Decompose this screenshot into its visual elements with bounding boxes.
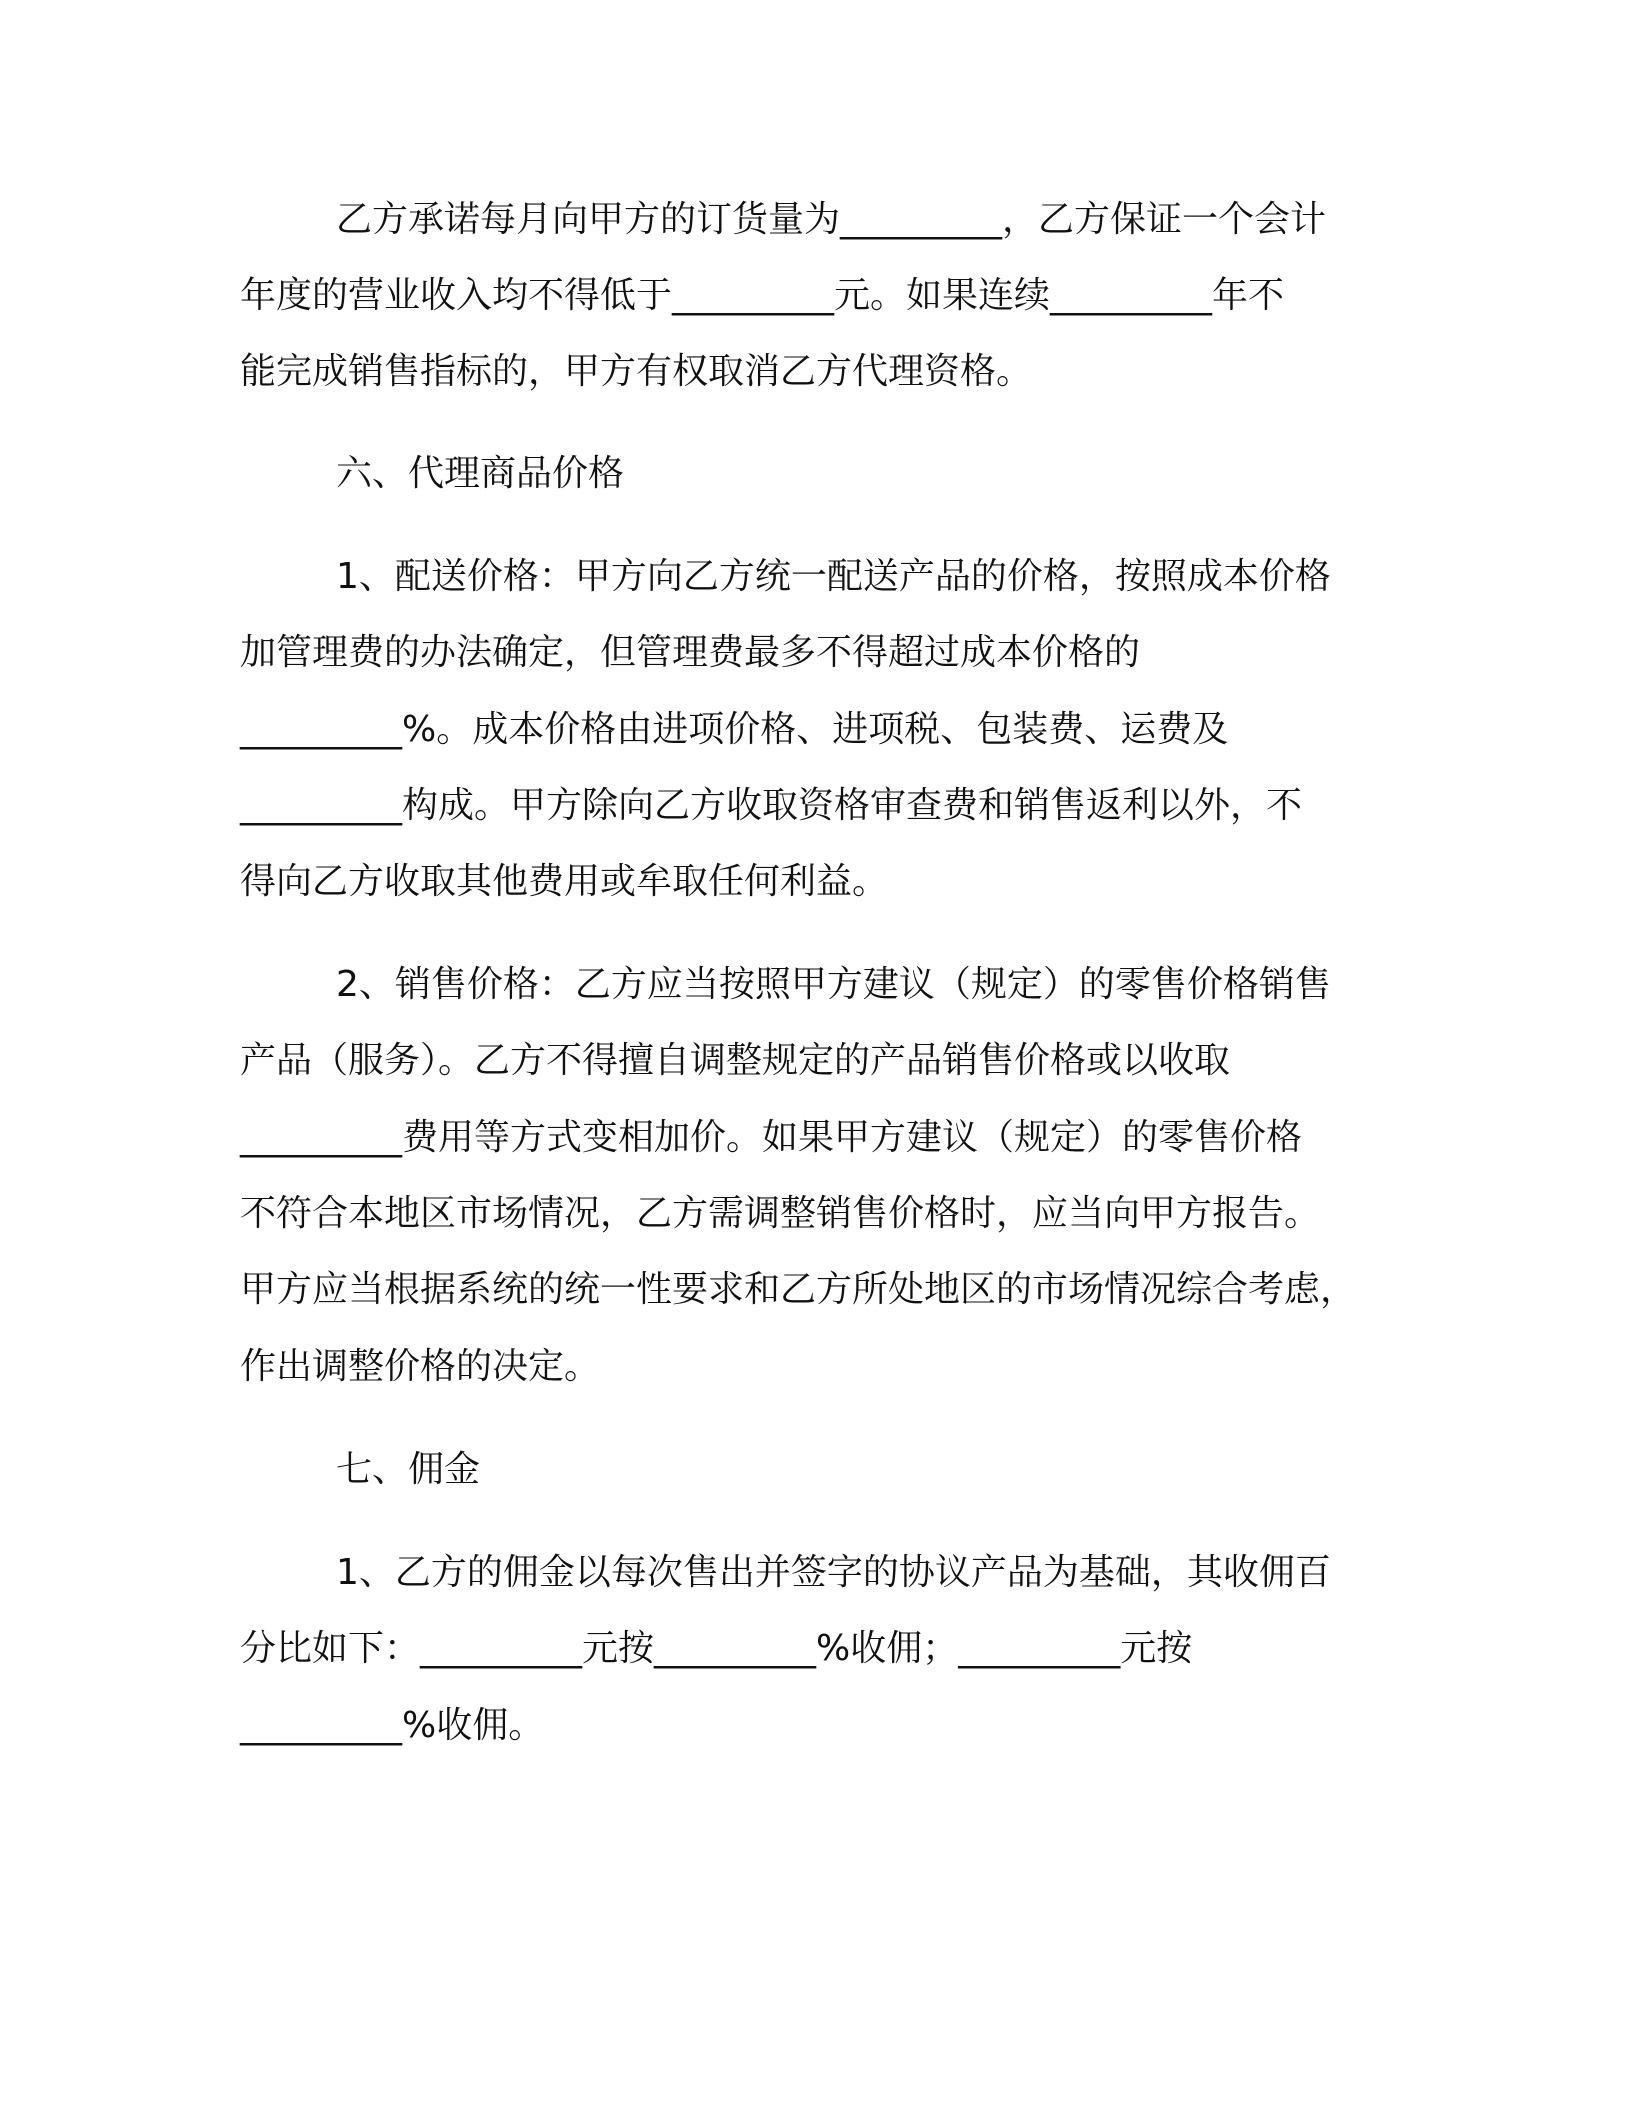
- paragraph-2-line-5: 得向乙方收取其他费用或牟取任何利益。: [240, 861, 889, 902]
- paragraph-1-line-2: 年度的营业收入均不得低于_________元。如果连续_________年不: [240, 275, 1285, 316]
- paragraph-3-line-4: 不符合本地区市场情况，乙方需调整销售价格时，应当向甲方报告。: [240, 1193, 1321, 1234]
- paragraph-2-line-2: 加管理费的办法确定，但管理费最多不得超过成本价格的: [240, 632, 1141, 673]
- paragraph-4-line-1: 1、乙方的佣金以每次售出并签字的协议产品为基础，其收佣百: [336, 1552, 1331, 1593]
- section-heading-six: 六、代理商品价格: [336, 453, 625, 494]
- paragraph-3-line-5: 甲方应当根据系统的统一性要求和乙方所处地区的市场情况综合考虑，: [240, 1269, 1357, 1310]
- paragraph-4-line-3: _________%收佣。: [240, 1705, 545, 1746]
- paragraph-2-line-3: _________%。成本价格由进项价格、进项税、包装费、运费及: [240, 709, 1229, 750]
- paragraph-3-line-3: _________费用等方式变相加价。如果甲方建议（规定）的零售价格: [240, 1117, 1303, 1158]
- paragraph-1-line-3: 能完成销售指标的，甲方有权取消乙方代理资格。: [240, 351, 1033, 392]
- paragraph-1-line-1: 乙方承诺每月向甲方的订货量为_________，乙方保证一个会计: [336, 199, 1327, 240]
- paragraph-4-line-2: 分比如下：_________元按_________%收佣；_________元按: [240, 1628, 1193, 1669]
- paragraph-3-line-2: 产品（服务）。乙方不得擅自调整规定的产品销售价格或以收取: [240, 1040, 1231, 1081]
- paragraph-2-line-4: _________构成。甲方除向乙方收取资格审查费和销售返利以外，不: [240, 785, 1303, 826]
- section-heading-seven: 七、佣金: [336, 1449, 481, 1490]
- paragraph-2-line-1: 1、配送价格：甲方向乙方统一配送产品的价格，按照成本价格: [336, 556, 1331, 597]
- paragraph-3-line-6: 作出调整价格的决定。: [240, 1346, 601, 1387]
- paragraph-3-line-1: 2、销售价格：乙方应当按照甲方建议（规定）的零售价格销售: [336, 964, 1331, 1005]
